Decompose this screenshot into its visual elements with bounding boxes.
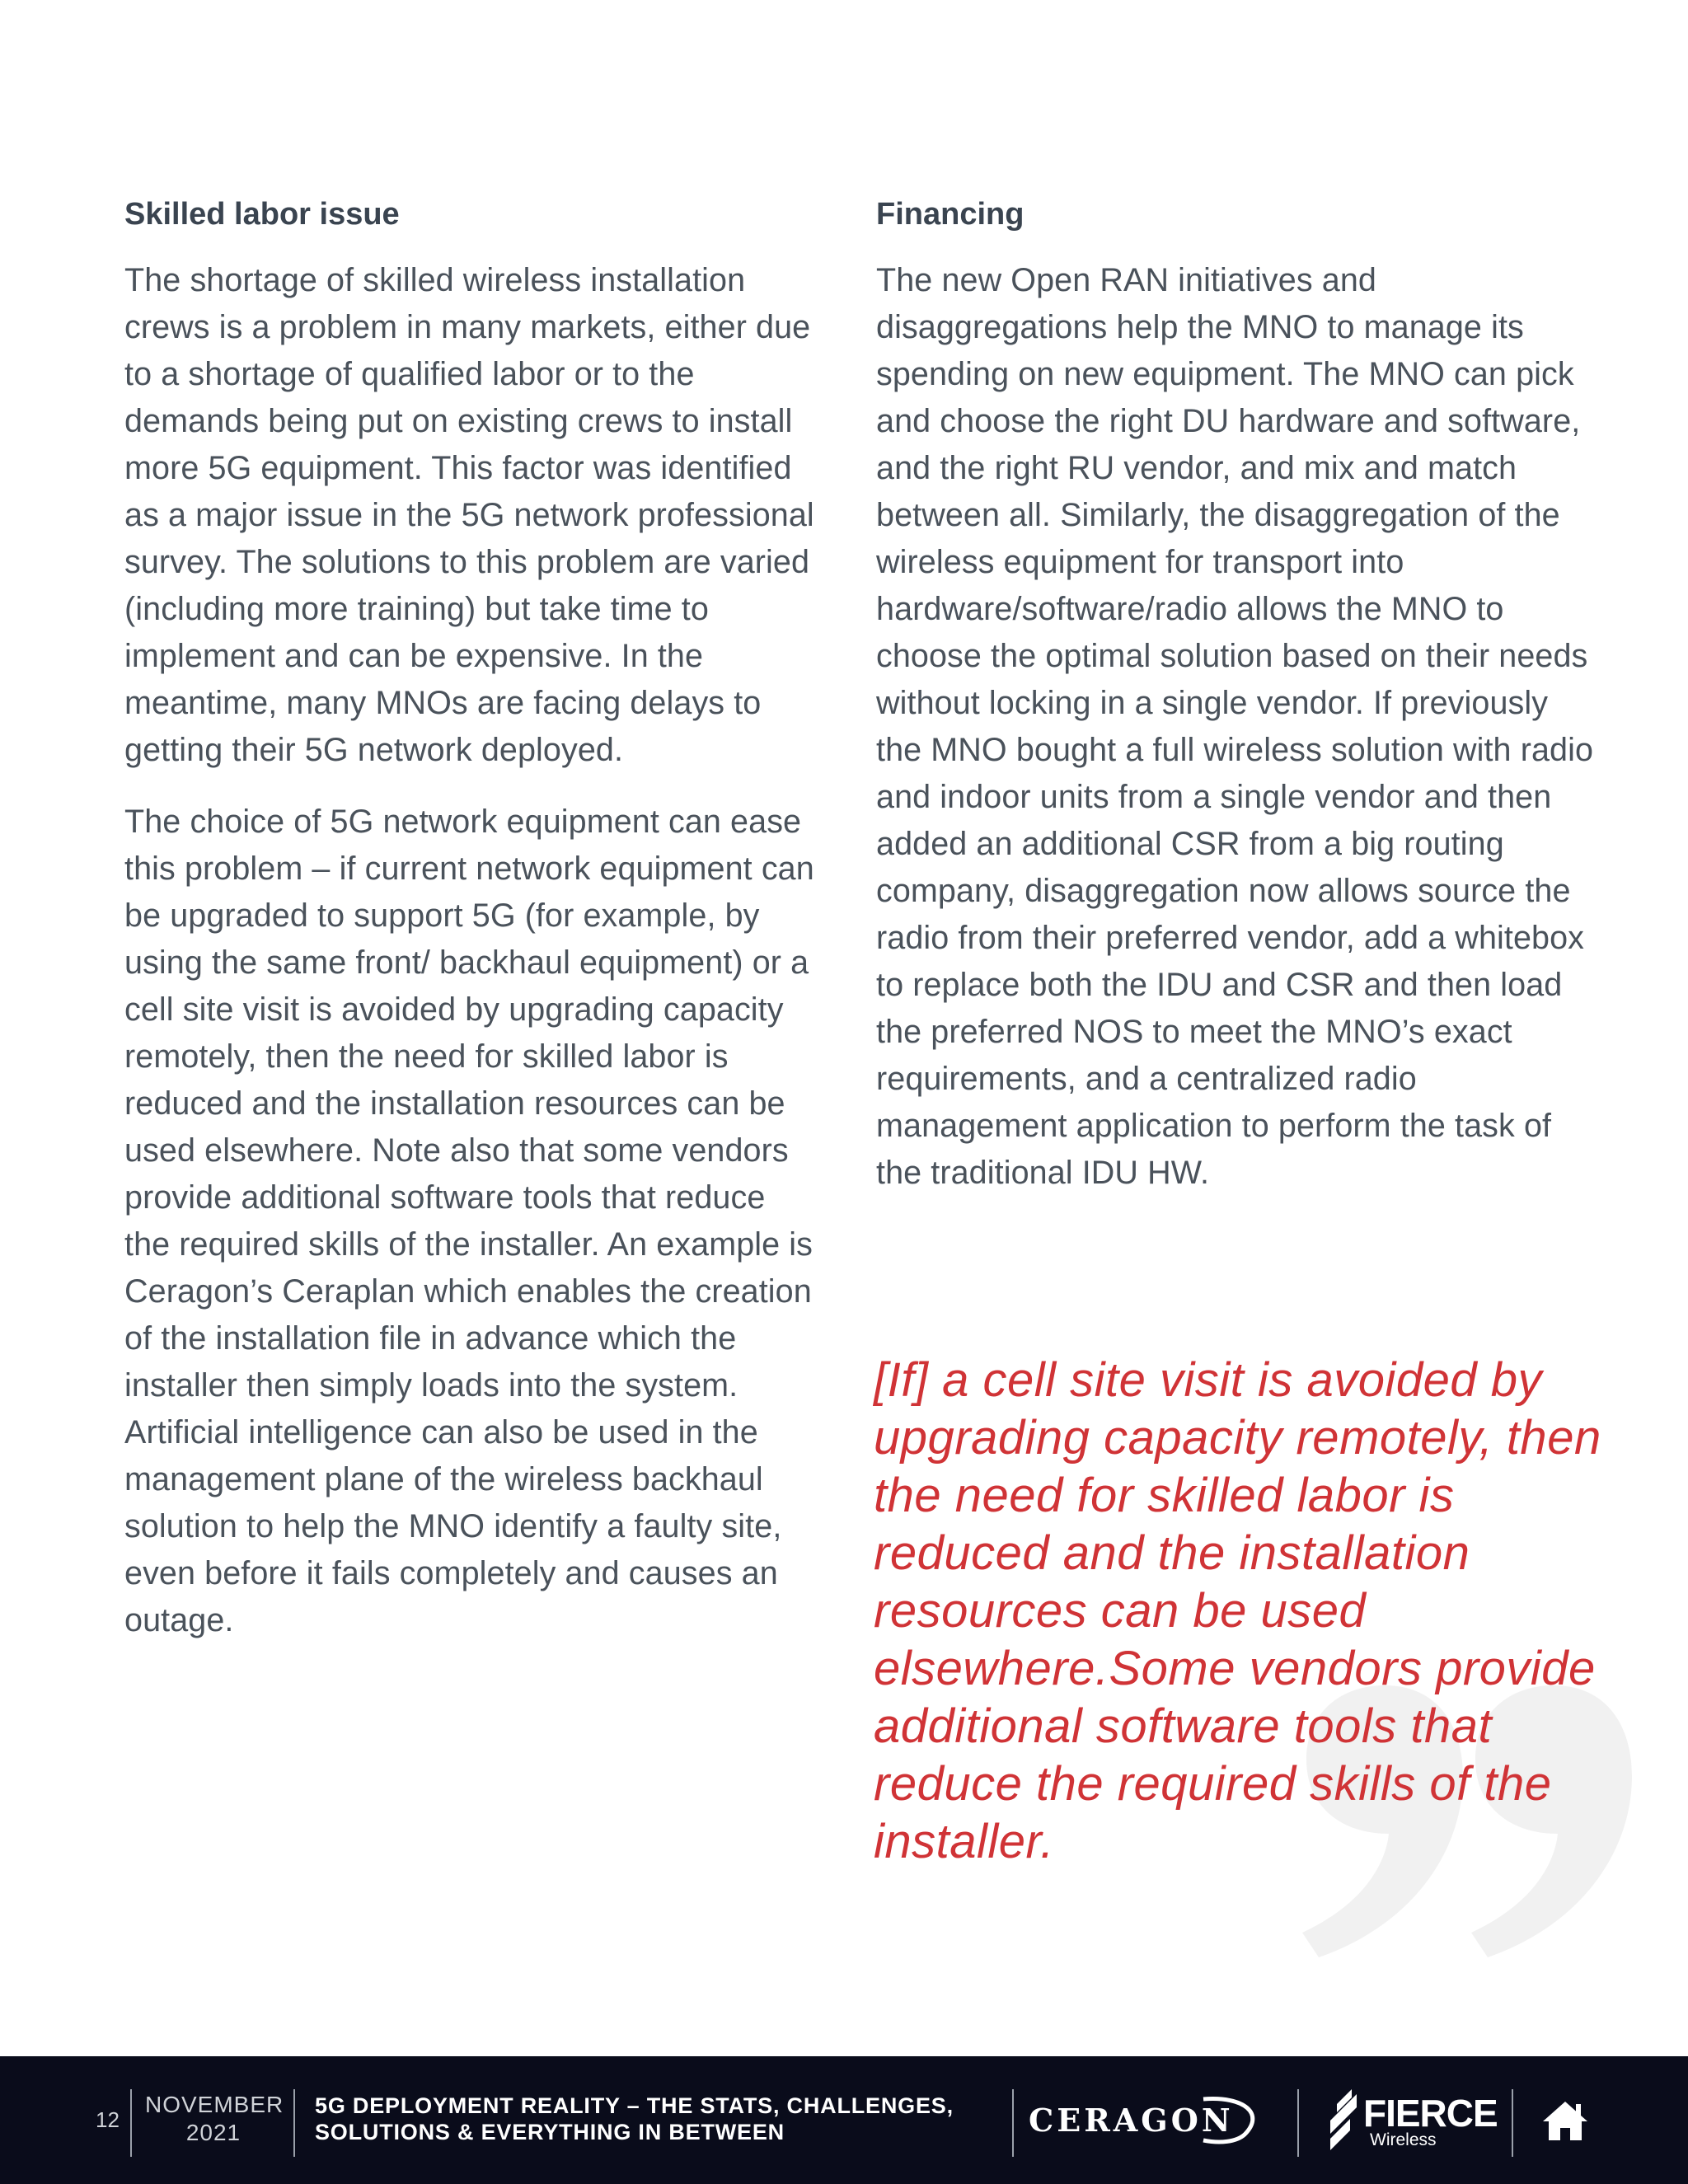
paragraph-skilled-labor-2: The choice of 5G network equipment can ease this problem – if current network equipment can be upgraded to support 5G (for example, by using the same front/ backhaul equipment) or a cell site visit is avoided by upgrading capacity remotely, then the need for skilled labor is reduced and the installation resources can be used elsewhere. Note also that some vendors provide additional software tools that reduce the required skills of the installer. An example is Ceragon’s Ceraplan which enables the creation of the installation file in advance which the installer then simply loads into the system. Artificial intelligence can also be used in the management plane of the wireless backhaul solution to help the MNO identify a faulty site, even before it fails completely and causes an outage. [124, 804, 814, 1638]
ceragon-logo[interactable]: CERAGON [1029, 2102, 1234, 2139]
paragraph-financing-1: The new Open RAN initiatives and disaggregations help the MNO to manage its spending on new equipment. The MNO can pick and choose the right DU hardware and software, and the right RU vendor, and mix and match between all. Similarly, the disaggregation of the wireless equipment for transport into hardware/software/radio allows the MNO to choose the optimal solution based on their needs without locking in a single vendor. If previously the MNO bought a full wireless solution with radio and indoor units from a single vendor and then added an additional CSR from a big routing company, disaggregation now allows source the radio from their preferred vendor, add a whitebox to replace both the IDU and CSR and then load the preferred NOS to meet the MNO’s exact requirements, and a centralized radio management application to perform the task of the traditional IDU HW. [876, 262, 1594, 1191]
fierce-flame-icon [1322, 2088, 1362, 2152]
issue-year: 2021 [185, 2120, 241, 2145]
report-title-line-1: 5G DEPLOYMENT REALITY – THE STATS, CHALLENGES, [315, 2093, 954, 2118]
wireless-wordmark: Wireless [1370, 2130, 1437, 2149]
footer-bar [0, 2056, 1688, 2184]
footer-divider [1512, 2089, 1513, 2157]
fierce-wireless-logo[interactable] [1322, 2088, 1498, 2154]
left-column [124, 191, 817, 1669]
footer-divider [1297, 2089, 1299, 2157]
pull-quote: [If] a cell site visit is avoided by upgrading capacity remotely, then the need for skilled labor is reduced and the installation resources can be used elsewhere.Some vendors provide additional software tools that reduce the required skills of the installer. [874, 1353, 1601, 1868]
right-column [876, 191, 1601, 1221]
home-icon[interactable] [1541, 2099, 1589, 2142]
section-heading-financing: Financing [876, 197, 1025, 232]
report-title [315, 2093, 974, 2145]
section-heading-skilled-labor: Skilled labor issue [124, 197, 400, 232]
page-number: 12 [96, 2107, 120, 2132]
footer-divider [130, 2089, 132, 2157]
issue-date [145, 2091, 282, 2147]
fierce-wordmark: FIERCE [1363, 2092, 1498, 2135]
ceragon-swoosh-icon [1187, 2089, 1269, 2147]
report-title-line-2: SOLUTIONS & EVERYTHING IN BETWEEN [315, 2120, 785, 2144]
paragraph-skilled-labor-1: The shortage of skilled wireless installation crews is a problem in many markets, either due to a shortage of qualified labor or to the demands being put on existing crews to install more 5G equipment. This factor was identified as a major issue in the 5G network professional survey. The solutions to this problem are varied (including more training) but take time to implement and can be expensive. In the meantime, many MNOs are facing delays to getting their 5G network deployed. [124, 262, 814, 768]
footer-divider [1012, 2089, 1014, 2157]
issue-month: NOVEMBER [145, 2092, 284, 2117]
footer-divider [293, 2089, 295, 2157]
